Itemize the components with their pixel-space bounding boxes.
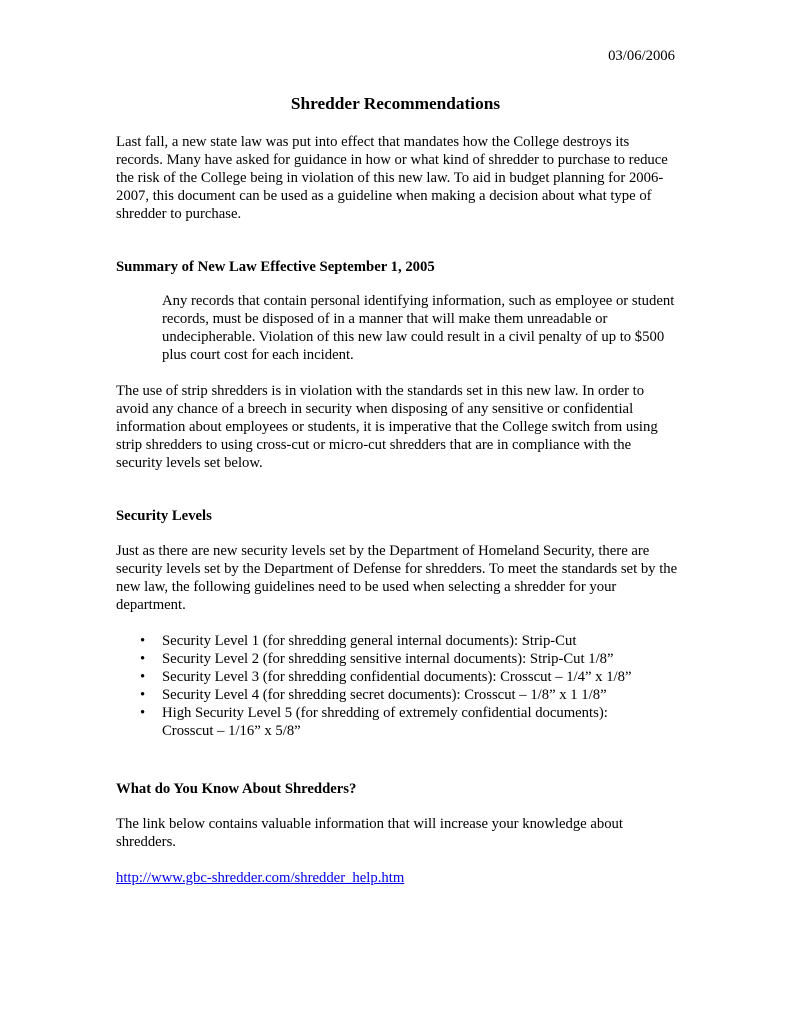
- list-item: [116, 632, 678, 650]
- shredder-help-link[interactable]: http://www.gbc-shredder.com/shredder_help.htm: [116, 870, 405, 886]
- list-item: [116, 668, 678, 686]
- know-shredders-heading: What do You Know About Shredders?: [116, 781, 357, 797]
- strip-shredder-paragraph: The use of strip shredders is in violation with the standards set in this new law. In order to avoid any chance of a breech in security when disposing of any sensitive or confidential information about employees or students, it is imperative that the College switch from using strip shredders to using cross-cut or micro-cut shredders that are in compliance with the security levels set below.: [116, 383, 658, 471]
- intro-paragraph: Last fall, a new state law was put into effect that mandates how the College destroys its records. Many have asked for guidance in how or what kind of shredder to purchase to reduce the risk of the College being in violation of this new law. To aid in budget planning for 2006-2007, this document can be used as a guideline when making a decision about what type of shredder to purchase.: [116, 134, 668, 222]
- link-paragraph: [116, 869, 678, 887]
- bullet-icon: •: [140, 705, 146, 721]
- list-item: [116, 704, 678, 740]
- security-level-text: Security Level 4 (for shredding secret documents): Crosscut – 1/8” x 1 1/8”: [162, 687, 607, 703]
- list-item: [116, 650, 678, 668]
- bullet-icon: •: [140, 651, 146, 667]
- security-levels-paragraph: Just as there are new security levels set by the Department of Homeland Security, there are security levels set by the Department of Defense for shredders. To meet the standards set by the new law, the following guidelines need to be used when selecting a shredder for your department.: [116, 543, 678, 613]
- list-item: [116, 686, 678, 704]
- security-levels-list: [116, 632, 678, 740]
- security-level-text: Security Level 2 (for shredding sensitive internal documents): Strip-Cut 1/8”: [162, 651, 614, 667]
- page-title: Shredder Recommendations: [290, 94, 501, 113]
- security-level-text: Security Level 3 (for shredding confidential documents): Crosscut – 1/4” x 1/8”: [162, 669, 632, 685]
- security-level-text: Security Level 1 (for shredding general internal documents): Strip-Cut: [162, 633, 577, 649]
- summary-quote: Any records that contain personal identifying information, such as employee or student records, must be disposed of in a manner that will make them unreadable or undecipherable. Violation of this new law could result in a civil penalty of up to $500 plus court cost for each incident.: [162, 293, 675, 363]
- bullet-icon: •: [140, 669, 146, 685]
- security-level-text: High Security Level 5 (for shredding of extremely confidential documents): Crosscut – 1/16” x 5/8”: [162, 705, 608, 739]
- summary-heading: Summary of New Law Effective September 1, 2005: [116, 259, 435, 275]
- bullet-icon: •: [140, 633, 146, 649]
- bullet-icon: •: [140, 687, 146, 703]
- know-shredders-paragraph: The link below contains valuable information that will increase your knowledge about shredders.: [116, 816, 623, 850]
- security-levels-heading: Security Levels: [116, 508, 212, 524]
- document-date: 03/06/2006: [608, 48, 675, 64]
